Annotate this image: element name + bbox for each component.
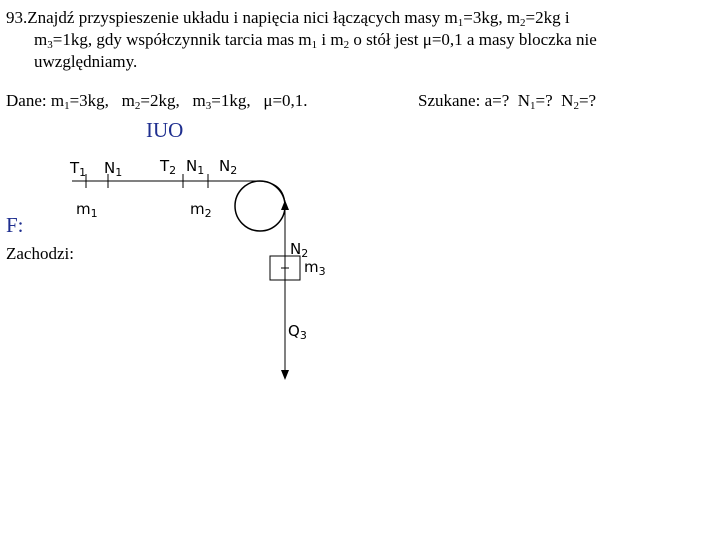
problem-line1: Znajdź przyspieszenie układu i napięcia nici łączących masy $m_1=3kg$, $m_2=2kg$ i	[27, 8, 570, 29]
label-q3: $Q_3$	[288, 322, 307, 342]
label-m3: $m_3$	[304, 258, 326, 278]
weight-down-arrowhead	[281, 370, 289, 380]
label-t2: $T_2$	[160, 157, 177, 177]
pulley-circle	[235, 181, 285, 231]
tension-up-arrowhead	[281, 200, 289, 210]
label-n2-top: $N_2$	[219, 157, 238, 177]
problem-line3: uwzględniamy.	[34, 52, 138, 71]
label-m2: $m_2$	[190, 200, 212, 220]
label-m1: $m_1$	[76, 200, 98, 220]
forces-label: F:	[6, 213, 24, 237]
problem-number: 93.	[6, 8, 28, 27]
label-n2-vertical: $N_2$	[290, 240, 309, 260]
iuo-label: IUO	[146, 118, 184, 142]
label-n1-right: $N_1$	[186, 157, 205, 177]
sought-data: Szukane: a=? $N_1=$? $N_2=$?	[418, 91, 597, 112]
given-data: Dane: $m_1=3kg$, $m_2=2kg$, $m_3=1kg$, μ=0,1.	[6, 91, 308, 112]
problem-line2: $m_3=1kg$, gdy współczynnik tarcia mas $m_1$ i $m_2$ o stół jest μ=0,1 a masy bloczka nie	[34, 30, 597, 51]
label-n1-left: $N_1$	[104, 159, 123, 179]
label-t1: $T_1$	[70, 159, 87, 179]
zachodzi-label: Zachodzi:	[6, 244, 74, 263]
